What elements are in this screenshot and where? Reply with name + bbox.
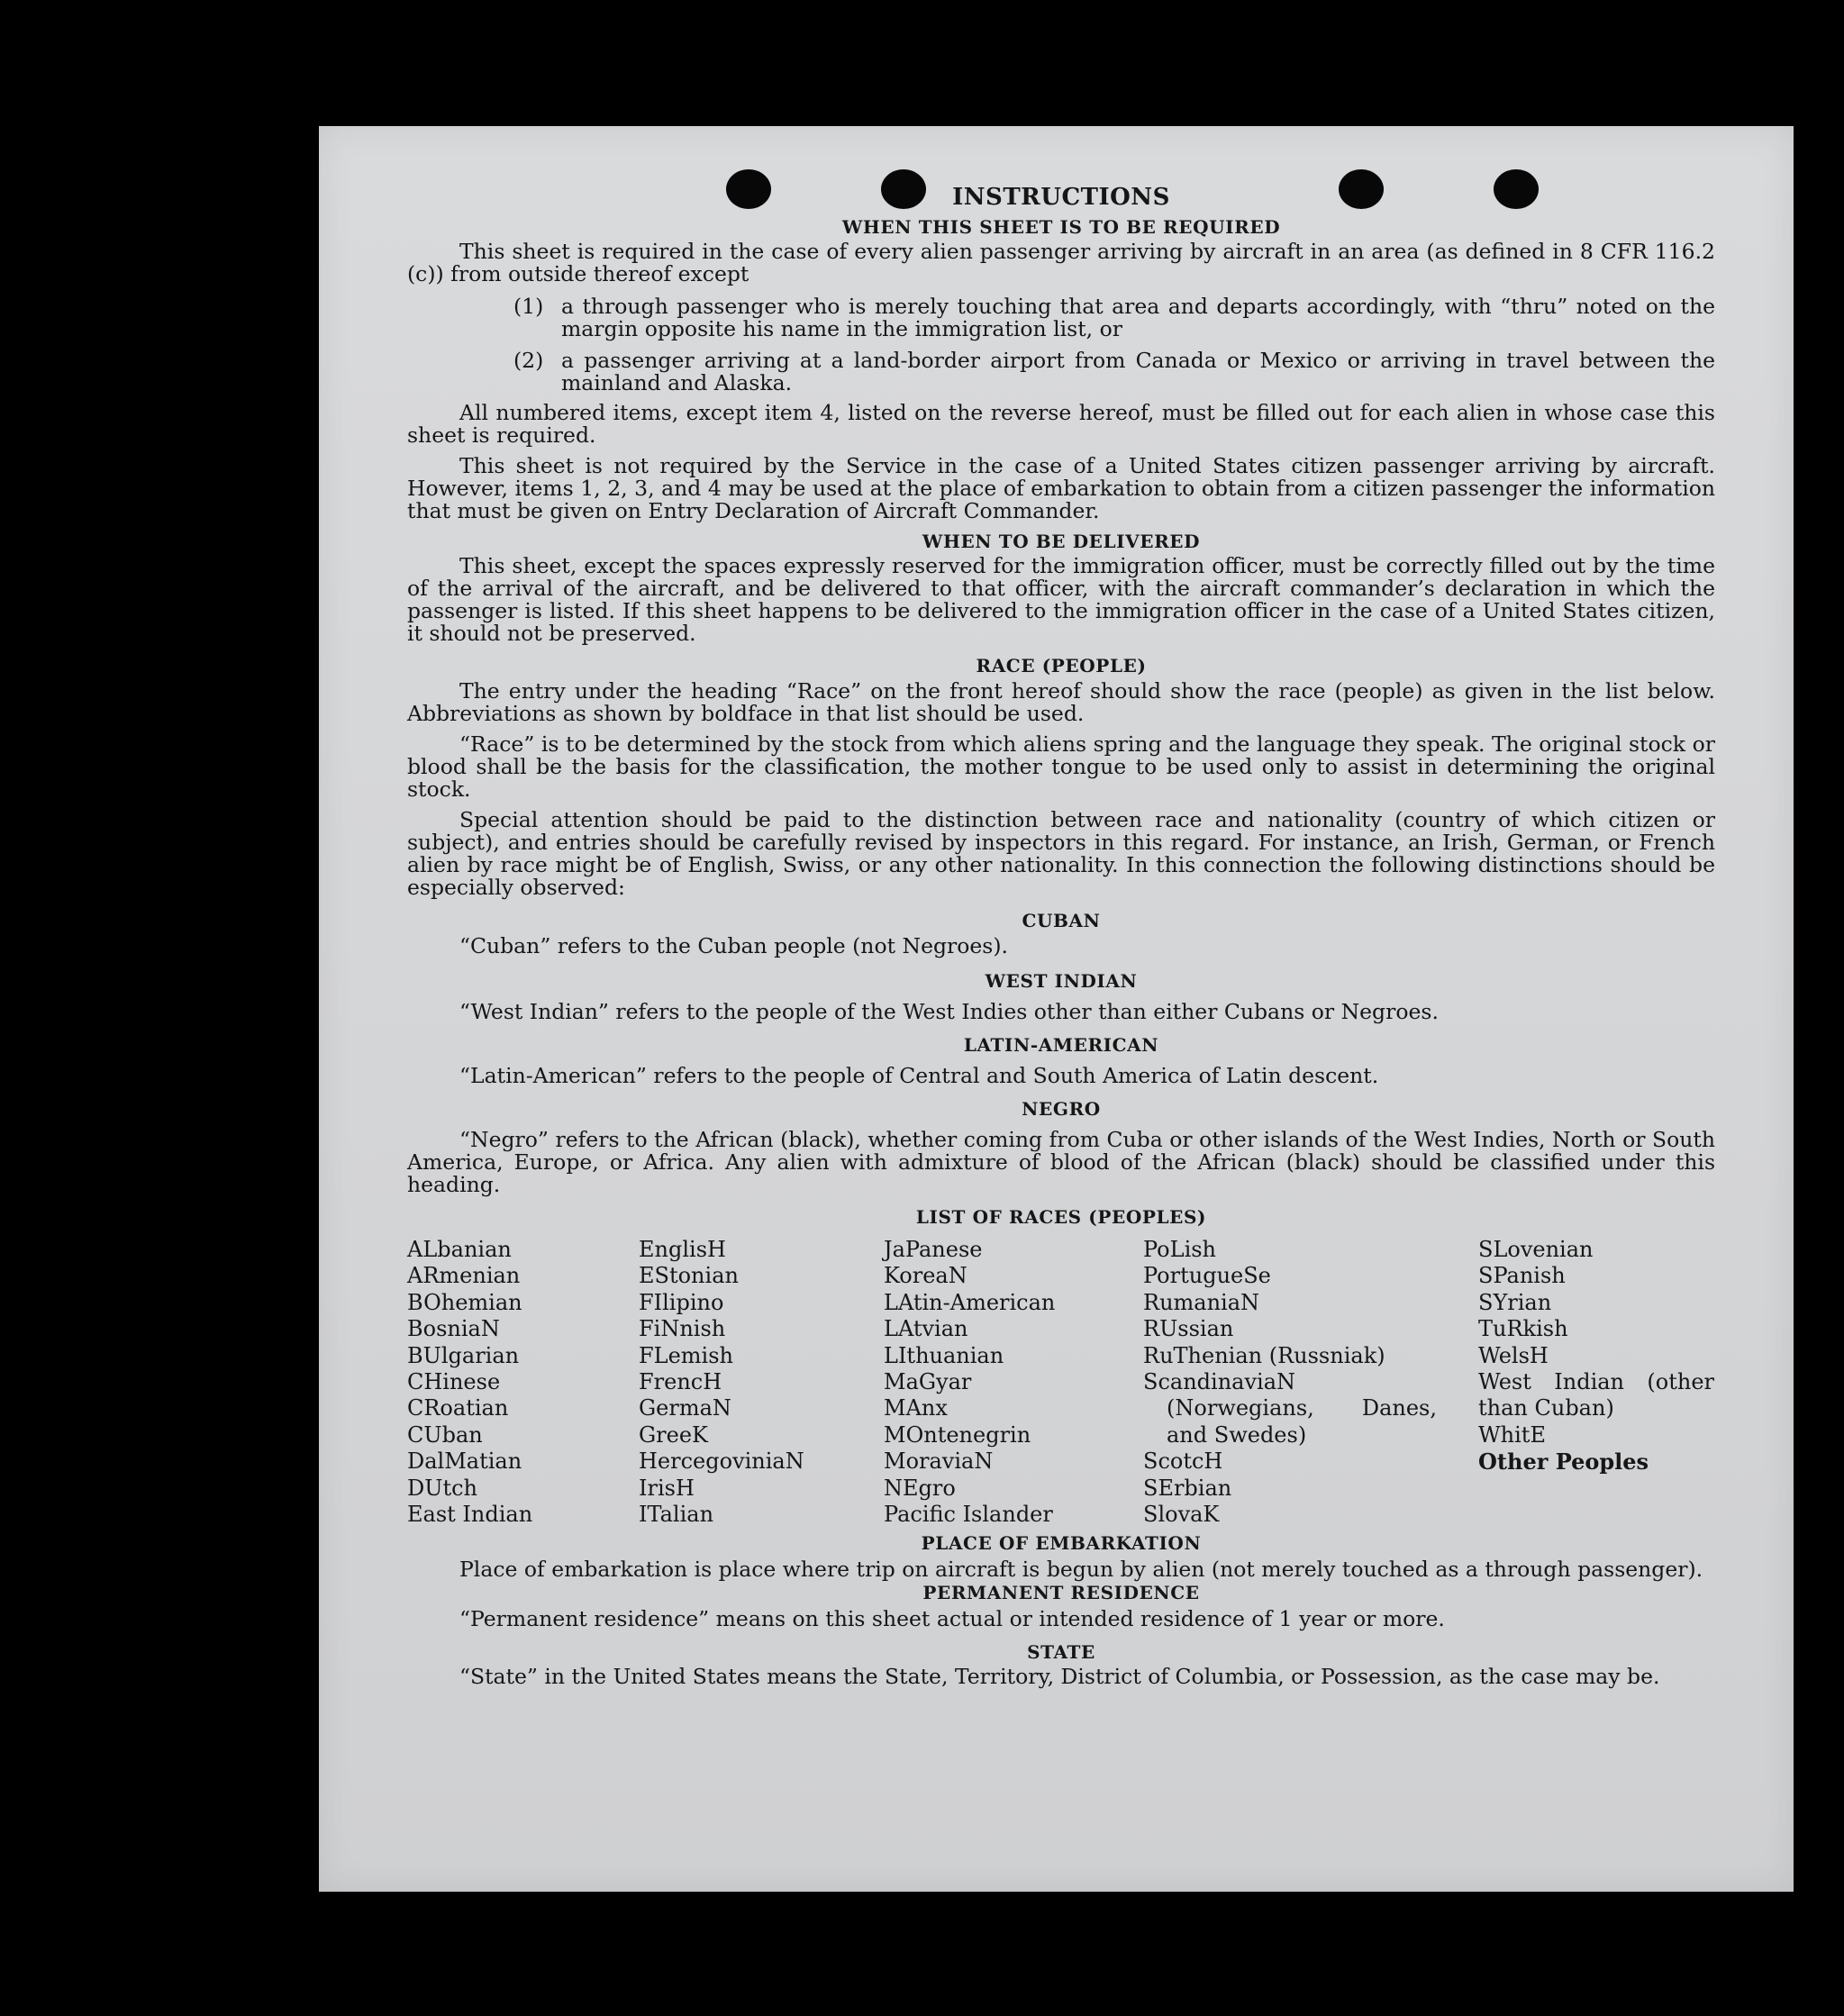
race-entry: SYrian bbox=[1478, 1289, 1552, 1315]
west-indian-definition: “West Indian” refers to the people of the West Indies other than either Cubans or Negroes. bbox=[459, 999, 1439, 1024]
race-entry: MOntenegrin bbox=[884, 1421, 1031, 1448]
race-paragraph: Special attention should be paid to the distinction between race and nationality (country of which citizen or subject), and entries should be carefully revised by inspectors in this regard. For instance, an Irish, German, or French alien by race might be of English, Swiss, or any other nationality. In this connection the following distinctions should be especially observed: bbox=[407, 807, 1715, 900]
exception-item bbox=[513, 295, 1715, 341]
negro-definition: “Negro” refers to the African (black), whether coming from Cuba or other islands of the West Indies, North or South America, Europe, or Africa. Any alien with admixture of blood of the African (black) should be classified under this heading. bbox=[407, 1127, 1715, 1197]
race-entry: ScotcH bbox=[1143, 1448, 1223, 1475]
race-entry: CHinese bbox=[407, 1369, 501, 1395]
race-entry: BosniaN bbox=[407, 1316, 500, 1342]
race-entry: BUlgarian bbox=[407, 1342, 520, 1368]
race-entry: MAnx bbox=[884, 1395, 948, 1421]
race-entry: DalMatian bbox=[407, 1448, 522, 1475]
races-column bbox=[407, 1237, 639, 1528]
races-column bbox=[1478, 1237, 1715, 1528]
race-entry: LIthuanian bbox=[884, 1342, 1004, 1368]
race-entry: RuThenian (Russniak) bbox=[1143, 1342, 1385, 1368]
section-heading-embarkation: PLACE OF EMBARKATION bbox=[921, 1532, 1202, 1555]
section-heading-west-indian: WEST INDIAN bbox=[985, 970, 1138, 992]
race-entry: ScandinaviaN (Norwegians, Danes, and Swedes) bbox=[1143, 1369, 1437, 1448]
race-entry: LAtin-American bbox=[884, 1289, 1056, 1315]
cuban-definition: “Cuban” refers to the Cuban people (not Negroes). bbox=[459, 933, 1009, 958]
race-entry: PortugueSe bbox=[1143, 1263, 1271, 1289]
instructions-content bbox=[407, 184, 1715, 1688]
race-entry: GreeK bbox=[639, 1421, 708, 1448]
race-entry: NEgro bbox=[884, 1475, 956, 1501]
citizen-paragraph: This sheet is not required by the Service in the case of a United States citizen passenger arriving by aircraft. However, items 1, 2, 3, and 4 may be used at the place of embarkation to obtain from a citizen passenger the information that must be given on Entry Declaration of Aircraft Commander. bbox=[407, 453, 1715, 523]
races-column bbox=[639, 1237, 884, 1528]
race-entry: EnglisH bbox=[639, 1237, 726, 1262]
race-entry: RUssian bbox=[1143, 1316, 1234, 1342]
when-delivered-text: This sheet, except the spaces expressly reserved for the immigration officer, must be correctly filled out by the time of the arrival of the aircraft, and be delivered to that officer, with the aircraft commander’s declaration in which the passenger is listed. If this sheet happens to be delivered to the immigration officer in the case of a United States citizen, it should not be preserved. bbox=[407, 553, 1715, 646]
race-entry: FIlipino bbox=[639, 1289, 724, 1315]
residence-definition: “Permanent residence” means on this sheet actual or intended residence of 1 year or more. bbox=[459, 1606, 1445, 1632]
race-entry: BOhemian bbox=[407, 1289, 522, 1315]
race-entry: DUtch bbox=[407, 1475, 478, 1501]
race-entry: HercegoviniaN bbox=[639, 1448, 804, 1475]
races-list bbox=[407, 1237, 1715, 1528]
when-required-intro: This sheet is required in the case of every alien passenger arriving by aircraft in an area (as defined in 8 CFR 116.2 (c)) from outside thereof except bbox=[407, 239, 1715, 286]
race-entry: FLemish bbox=[639, 1342, 733, 1368]
race-entry: CUban bbox=[407, 1421, 483, 1448]
race-entry: MaGyar bbox=[884, 1369, 972, 1395]
section-heading-when-delivered: WHEN TO BE DELIVERED bbox=[922, 531, 1201, 552]
section-heading-state: STATE bbox=[1027, 1641, 1095, 1664]
race-entry: ITalian bbox=[639, 1502, 714, 1528]
race-entry: LAtvian bbox=[884, 1316, 968, 1342]
race-entry: Other Peoples bbox=[1478, 1448, 1649, 1476]
race-entry: SlovaK bbox=[1143, 1502, 1220, 1528]
section-heading-latin-american: LATIN-AMERICAN bbox=[963, 1034, 1159, 1056]
race-entry: EStonian bbox=[639, 1263, 739, 1289]
race-entry: CRoatian bbox=[407, 1395, 509, 1421]
race-entry: WelsH bbox=[1478, 1342, 1549, 1368]
races-column bbox=[1143, 1237, 1478, 1528]
race-entry: East Indian bbox=[407, 1502, 533, 1528]
race-entry: SErbian bbox=[1143, 1475, 1232, 1501]
race-entry: FrencH bbox=[639, 1369, 722, 1395]
race-entry: WhitE bbox=[1478, 1421, 1546, 1448]
race-entry: MoraviaN bbox=[884, 1448, 994, 1475]
exception-item-text: a through passenger who is merely touching that area and departs accordingly, with “thru” noted on the margin opposite his name in the immigration list, or bbox=[561, 294, 1715, 341]
race-entry: TuRkish bbox=[1478, 1316, 1568, 1342]
section-heading-list-of-races: LIST OF RACES (PEOPLES) bbox=[915, 1206, 1207, 1228]
section-heading-race: RACE (PEOPLE) bbox=[976, 655, 1147, 677]
race-entry: KoreaN bbox=[884, 1263, 967, 1289]
exception-item bbox=[513, 350, 1715, 395]
page-title: INSTRUCTIONS bbox=[952, 184, 1170, 211]
race-paragraph: The entry under the heading “Race” on the front hereof should show the race (people) as given in the list below. Abbreviations as shown by boldface in that list should be used. bbox=[407, 678, 1715, 726]
exception-item-number: (1) bbox=[513, 294, 544, 319]
race-entry: JaPanese bbox=[884, 1237, 983, 1262]
race-entry: West Indian (other than Cuban) bbox=[1478, 1369, 1714, 1421]
latin-american-definition: “Latin-American” refers to the people of Central and South America of Latin descent. bbox=[459, 1063, 1379, 1088]
state-definition: “State” in the United States means the State, Territory, District of Columbia, or Possession, as the case may be. bbox=[459, 1664, 1660, 1690]
exception-item-number: (2) bbox=[513, 348, 544, 373]
race-entry: SPanish bbox=[1478, 1263, 1566, 1289]
race-entry: SLovenian bbox=[1478, 1237, 1594, 1262]
section-heading-cuban: CUBAN bbox=[1022, 910, 1101, 931]
race-paragraph: “Race” is to be determined by the stock from which aliens spring and the language they speak. The original stock or blood shall be the basis for the classification, the mother tongue to be used only to assist in determining the original stock. bbox=[407, 731, 1715, 802]
race-entry: RumaniaN bbox=[1143, 1289, 1260, 1315]
race-entry: IrisH bbox=[639, 1475, 695, 1501]
race-entry: FiNnish bbox=[639, 1316, 726, 1342]
section-heading-residence: PERMANENT RESIDENCE bbox=[922, 1582, 1200, 1604]
race-entry: ALbanian bbox=[407, 1237, 512, 1262]
numbered-items-paragraph: All numbered items, except item 4, listed on the reverse hereof, must be filled out for each alien in whose case this sheet is required. bbox=[407, 400, 1715, 448]
race-entry: PoLish bbox=[1143, 1237, 1217, 1262]
race-entry: Pacific Islander bbox=[884, 1502, 1053, 1528]
exception-item-text: a passenger arriving at a land-border airport from Canada or Mexico or arriving in travel between the mainland and Alaska. bbox=[561, 348, 1715, 395]
section-heading-when-required: WHEN THIS SHEET IS TO BE REQUIRED bbox=[841, 216, 1281, 238]
section-heading-negro: NEGRO bbox=[1022, 1098, 1101, 1120]
race-entry: GermaN bbox=[639, 1395, 731, 1421]
embarkation-definition: Place of embarkation is place where trip on aircraft is begun by alien (not merely touched as a through passenger). bbox=[459, 1557, 1703, 1583]
races-column bbox=[884, 1237, 1143, 1528]
race-entry: ARmenian bbox=[407, 1263, 521, 1289]
